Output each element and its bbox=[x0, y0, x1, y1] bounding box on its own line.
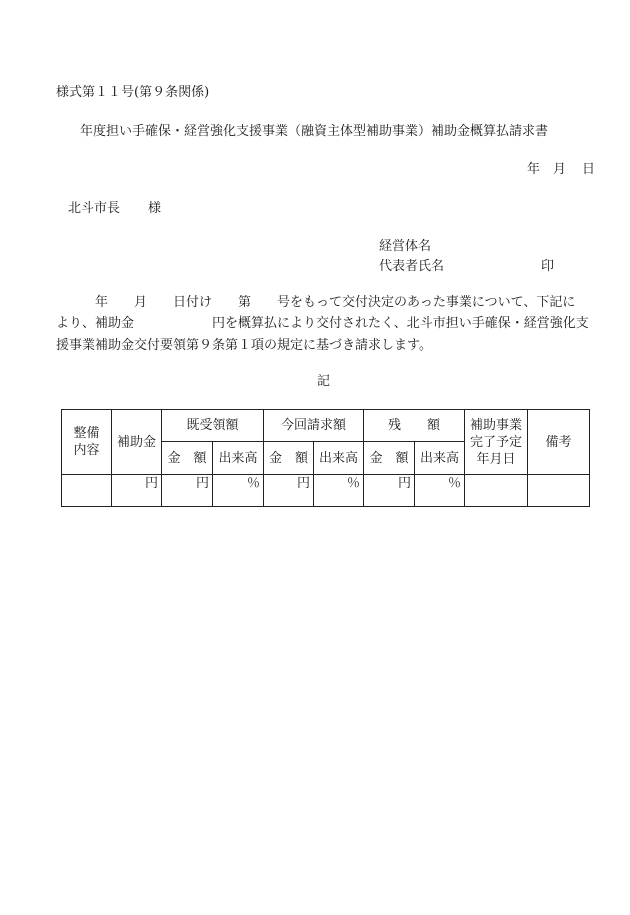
addressee-honorific: 様 bbox=[148, 201, 162, 216]
subheader-received-amount: 金 額 bbox=[162, 442, 213, 475]
header-received: 既受領額 bbox=[162, 410, 264, 442]
cell-remaining-progress-unit[interactable]: ％ bbox=[415, 475, 465, 507]
representative-name-label: 代表者氏名 bbox=[379, 259, 445, 274]
cell-remarks[interactable] bbox=[528, 475, 590, 507]
body-text-line-1: 年 月 日付け 第 号をもって交付決定のあった事業について、下記に bbox=[56, 295, 576, 310]
header-content: 整備 内容 bbox=[62, 410, 112, 475]
header-subsidy: 補助金 bbox=[112, 410, 162, 475]
subheader-remaining-progress: 出来高 bbox=[415, 442, 465, 475]
subheader-current-amount: 金 額 bbox=[264, 442, 314, 475]
cell-completion-date[interactable] bbox=[465, 475, 528, 507]
date-year-label: 年 bbox=[527, 162, 541, 177]
header-remarks: 備考 bbox=[528, 410, 590, 475]
subheader-received-progress: 出来高 bbox=[213, 442, 264, 475]
body-text-line-3: 援事業補助金交付要領第９条第１項の規定に基づき請求します。 bbox=[56, 338, 432, 353]
cell-current-progress-unit[interactable]: ％ bbox=[314, 475, 364, 507]
ki-heading: 記 bbox=[317, 374, 331, 389]
cell-received-amount-unit[interactable]: 円 bbox=[162, 475, 213, 507]
cell-received-progress-unit[interactable]: ％ bbox=[213, 475, 264, 507]
cell-content[interactable] bbox=[62, 475, 112, 507]
date-month-label: 月 bbox=[553, 162, 567, 177]
form-number: 様式第１１号(第９条関係) bbox=[56, 85, 210, 100]
document-title: 年度担い手確保・経営強化支援事業（融資主体型補助事業）補助金概算払請求書 bbox=[80, 124, 549, 139]
request-table bbox=[61, 409, 590, 507]
subheader-remaining-amount: 金 額 bbox=[364, 442, 415, 475]
header-completion-date: 補助事業 完了予定 年月日 bbox=[465, 410, 528, 475]
body-text-line-2: より、補助金 円を概算払により交付されたく、北斗市担い手確保・経営強化支 bbox=[56, 316, 589, 331]
seal-label: 印 bbox=[541, 259, 555, 274]
cell-subsidy-unit[interactable]: 円 bbox=[112, 475, 162, 507]
header-current: 今回請求額 bbox=[264, 410, 364, 442]
header-remaining: 残 額 bbox=[364, 410, 465, 442]
addressee-name: 北斗市長 bbox=[68, 201, 121, 216]
subheader-current-progress: 出来高 bbox=[314, 442, 364, 475]
entity-name-label: 経営体名 bbox=[379, 239, 432, 254]
date-day-label: 日 bbox=[582, 162, 596, 177]
cell-remaining-amount-unit[interactable]: 円 bbox=[364, 475, 415, 507]
cell-current-amount-unit[interactable]: 円 bbox=[264, 475, 314, 507]
